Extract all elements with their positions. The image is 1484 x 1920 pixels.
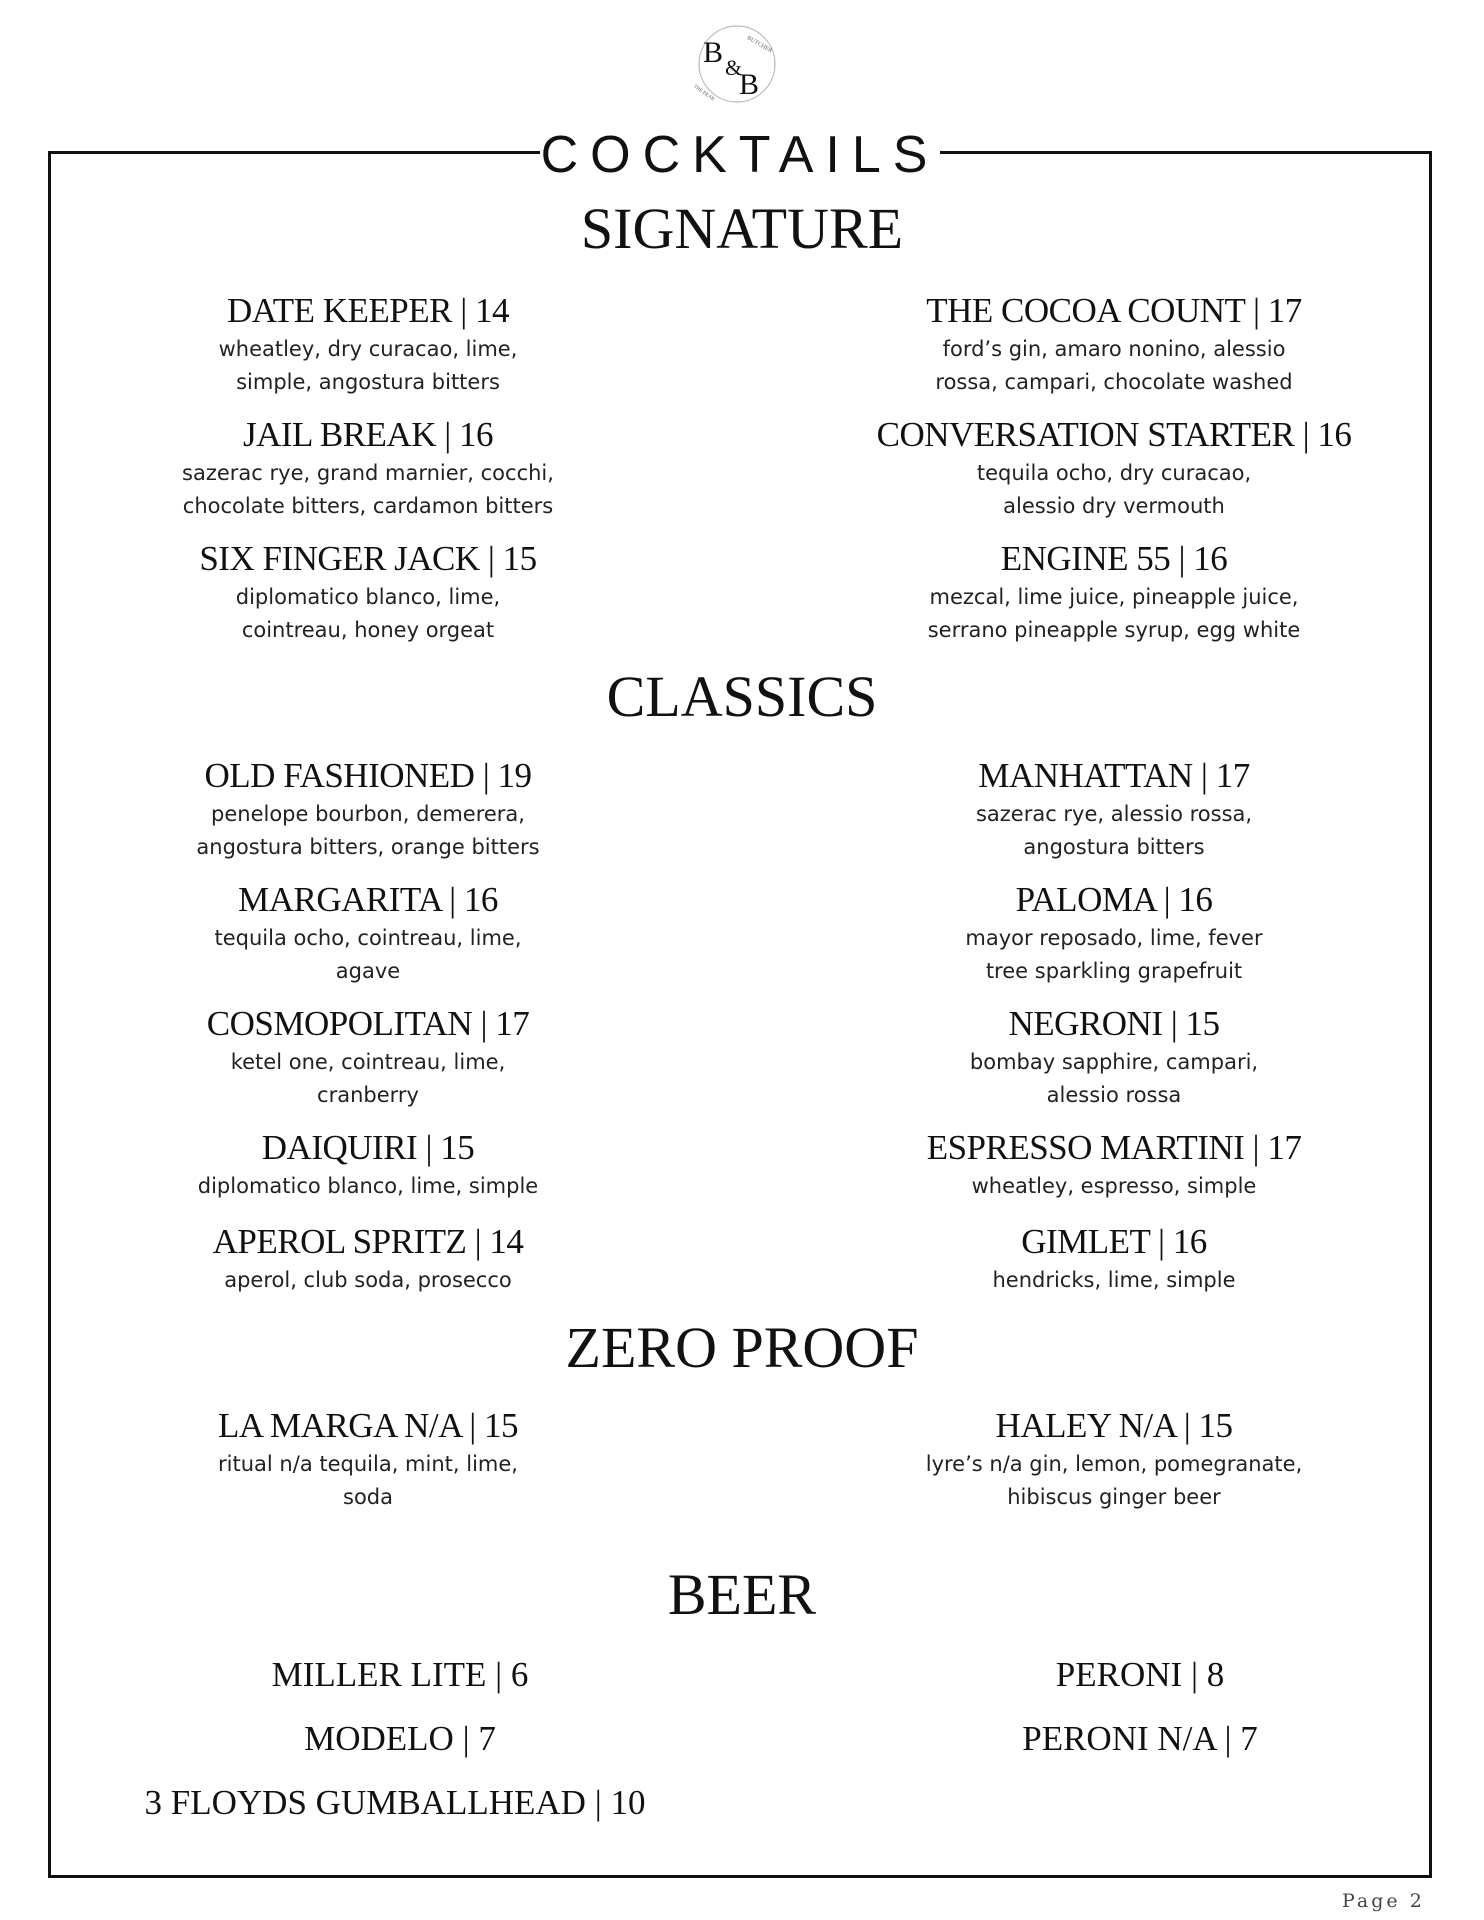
item-description: mezcal, lime juice, pineapple juice, [929, 585, 1299, 609]
item-name-line [88, 1127, 648, 1169]
price-separator: | [469, 1406, 476, 1445]
price-separator: | [449, 880, 456, 919]
item-name: MARGARITA [238, 880, 441, 919]
price-separator: | [460, 291, 467, 330]
item-name: 3 FLOYDS GUMBALLHEAD [144, 1783, 586, 1822]
item-description: agave [335, 959, 401, 983]
menu-item [88, 755, 648, 863]
item-price: 16 [1317, 415, 1352, 454]
logo-letter-top: B [703, 36, 724, 69]
item-name: PERONI [1055, 1655, 1183, 1694]
item-description: bombay sapphire, campari, [969, 1050, 1259, 1074]
item-name: ENGINE 55 [1000, 539, 1171, 578]
price-separator: | [474, 1222, 482, 1261]
beer-item [130, 1782, 660, 1824]
item-price: 17 [1215, 756, 1250, 795]
item-description: wheatley, dry curacao, lime, [218, 337, 518, 361]
item-price: 16 [459, 415, 494, 454]
item-name: APEROL SPRITZ [212, 1222, 467, 1261]
item-name-line [834, 879, 1394, 921]
item-name: OLD FASHIONED [204, 756, 475, 795]
menu-item [834, 1003, 1394, 1111]
item-price: 8 [1206, 1655, 1225, 1694]
item-name: COSMOPOLITAN [206, 1004, 473, 1043]
item-description: ritual n/a tequila, mint, lime, [218, 1452, 518, 1476]
item-description: cointreau, honey orgeat [241, 618, 495, 642]
item-name-line [88, 1221, 648, 1263]
item-name-line [88, 414, 648, 456]
item-description: sazerac rye, grand marnier, cocchi, [182, 461, 554, 485]
item-name: MODELO [304, 1719, 454, 1758]
menu-item [88, 538, 648, 646]
section-title-beer: BEER [667, 1562, 817, 1627]
price-separator: | [1200, 756, 1208, 795]
item-name-line [88, 755, 648, 797]
logo-ampersand: & [725, 55, 743, 80]
price-separator: | [594, 1783, 602, 1822]
beer-item [940, 1718, 1340, 1760]
menu-item [834, 755, 1394, 863]
item-description: ford’s gin, amaro nonino, alessio [942, 337, 1286, 361]
page-number: Page 2 [1342, 1890, 1425, 1912]
item-name: PALOMA [1015, 880, 1156, 919]
price-separator: | [1163, 880, 1171, 919]
item-name-line [834, 1003, 1394, 1045]
item-name: SIX FINGER JACK [199, 539, 480, 578]
menu-item [88, 414, 648, 522]
item-description: tequila ocho, cointreau, lime, [214, 926, 522, 950]
item-price: 14 [474, 291, 509, 330]
item-description: tree sparkling grapefruit [985, 959, 1243, 983]
item-name-line [834, 414, 1394, 456]
price-separator: | [480, 1004, 487, 1043]
menu-item [88, 290, 648, 398]
brand-logo [683, 22, 791, 106]
beer-item [940, 1654, 1340, 1696]
item-name-line [834, 1405, 1394, 1447]
price-separator: | [1190, 1655, 1198, 1694]
item-name-line [88, 290, 648, 332]
menu-item [834, 414, 1394, 522]
price-separator: | [1158, 1222, 1165, 1261]
item-description: wheatley, espresso, simple [971, 1174, 1257, 1198]
menu-item [88, 1003, 648, 1111]
item-name: HALEY N/A [995, 1406, 1176, 1445]
item-name-line [88, 538, 648, 580]
item-name-line [834, 290, 1394, 332]
menu-item [834, 879, 1394, 987]
item-price: 6 [510, 1655, 529, 1694]
menu-item [88, 879, 648, 987]
menu-item [834, 1127, 1394, 1202]
item-description: chocolate bitters, cardamon bitters [182, 494, 554, 518]
item-price: 7 [1240, 1719, 1258, 1758]
item-name-line [834, 538, 1394, 580]
item-name: LA MARGA N/A [218, 1406, 461, 1445]
item-price: 17 [495, 1004, 530, 1043]
price-separator: | [1253, 291, 1260, 330]
item-description: hendricks, lime, simple [992, 1268, 1236, 1292]
item-price: 15 [502, 539, 537, 578]
logo-letter-bottom: B [739, 68, 760, 101]
menu-item [834, 1221, 1394, 1296]
item-name-line [88, 1405, 648, 1447]
price-separator: | [425, 1128, 432, 1167]
item-name: THE COCOA COUNT [926, 291, 1245, 330]
menu-title: COCKTAILS [540, 120, 940, 190]
item-description: rossa, campari, chocolate washed [935, 370, 1293, 394]
menu-item [834, 538, 1394, 646]
item-price: 16 [1178, 880, 1213, 919]
item-name-line [834, 1221, 1394, 1263]
item-description: cranberry [317, 1083, 419, 1107]
beer-item [180, 1718, 620, 1760]
menu-item [88, 1127, 648, 1202]
menu-item [834, 290, 1394, 398]
item-description: serrano pineapple syrup, egg white [927, 618, 1301, 642]
price-separator: | [1252, 1128, 1260, 1167]
price-separator: | [1302, 415, 1310, 454]
section-title-classics: CLASSICS [606, 664, 878, 729]
item-name: PERONI N/A [1022, 1719, 1216, 1758]
item-name: GIMLET [1021, 1222, 1150, 1261]
menu-item [88, 1405, 648, 1513]
item-description: tequila ocho, dry curacao, [976, 461, 1252, 485]
price-separator: | [1183, 1406, 1191, 1445]
item-description: alessio dry vermouth [1003, 494, 1225, 518]
item-name: MILLER LITE [271, 1655, 487, 1694]
price-separator: | [1178, 539, 1185, 578]
price-separator: | [1170, 1004, 1178, 1043]
item-name-line [834, 1127, 1394, 1169]
item-description: ketel one, cointreau, lime, [230, 1050, 506, 1074]
price-separator: | [482, 756, 490, 795]
price-separator: | [444, 415, 451, 454]
item-price: 15 [1198, 1406, 1233, 1445]
item-name: DATE KEEPER [227, 291, 452, 330]
item-name: NEGRONI [1008, 1004, 1163, 1043]
item-price: 17 [1267, 1128, 1302, 1167]
item-price: 14 [489, 1222, 524, 1261]
menu-item [834, 1405, 1394, 1513]
section-title-signature: SIGNATURE [580, 196, 904, 261]
item-description: soda [343, 1485, 393, 1509]
item-price: 15 [1185, 1004, 1220, 1043]
section-title-zero-proof: ZERO PROOF [565, 1315, 919, 1380]
item-name-line [88, 879, 648, 921]
item-description: lyre’s n/a gin, lemon, pomegranate, [925, 1452, 1303, 1476]
item-name-line [88, 1003, 648, 1045]
price-separator: | [1224, 1719, 1232, 1758]
menu-item [88, 1221, 648, 1296]
price-separator: | [495, 1655, 503, 1694]
item-price: 10 [610, 1783, 646, 1822]
item-description: penelope bourbon, demerera, [211, 802, 525, 826]
logo-arc-bottom: THE BEAR [692, 84, 715, 103]
item-price: 15 [483, 1406, 518, 1445]
item-description: angostura bitters [1023, 835, 1205, 859]
item-description: aperol, club soda, prosecco [224, 1268, 512, 1292]
price-separator: | [462, 1719, 470, 1758]
item-price: 19 [497, 756, 532, 795]
item-description: diplomatico blanco, lime, [235, 585, 501, 609]
beer-item [180, 1654, 620, 1696]
item-price: 7 [478, 1719, 496, 1758]
item-price: 16 [1193, 539, 1228, 578]
item-description: sazerac rye, alessio rossa, [975, 802, 1253, 826]
item-name: ESPRESSO MARTINI [926, 1128, 1245, 1167]
item-price: 16 [1172, 1222, 1207, 1261]
item-name: DAIQUIRI [261, 1128, 418, 1167]
logo-seal [683, 22, 791, 106]
item-description: diplomatico blanco, lime, simple [197, 1174, 539, 1198]
item-description: hibiscus ginger beer [1007, 1485, 1221, 1509]
item-name-line [834, 755, 1394, 797]
item-name: MANHATTAN [978, 756, 1193, 795]
item-description: simple, angostura bitters [236, 370, 500, 394]
logo-arc-top: BUTCHER [745, 35, 774, 55]
price-separator: | [487, 539, 495, 578]
item-price: 15 [440, 1128, 475, 1167]
item-description: alessio rossa [1046, 1083, 1182, 1107]
item-price: 16 [463, 880, 498, 919]
item-price: 17 [1267, 291, 1302, 330]
item-description: mayor reposado, lime, fever [965, 926, 1263, 950]
item-name: CONVERSATION STARTER [876, 415, 1295, 454]
item-description: angostura bitters, orange bitters [196, 835, 540, 859]
item-name: JAIL BREAK [242, 415, 436, 454]
